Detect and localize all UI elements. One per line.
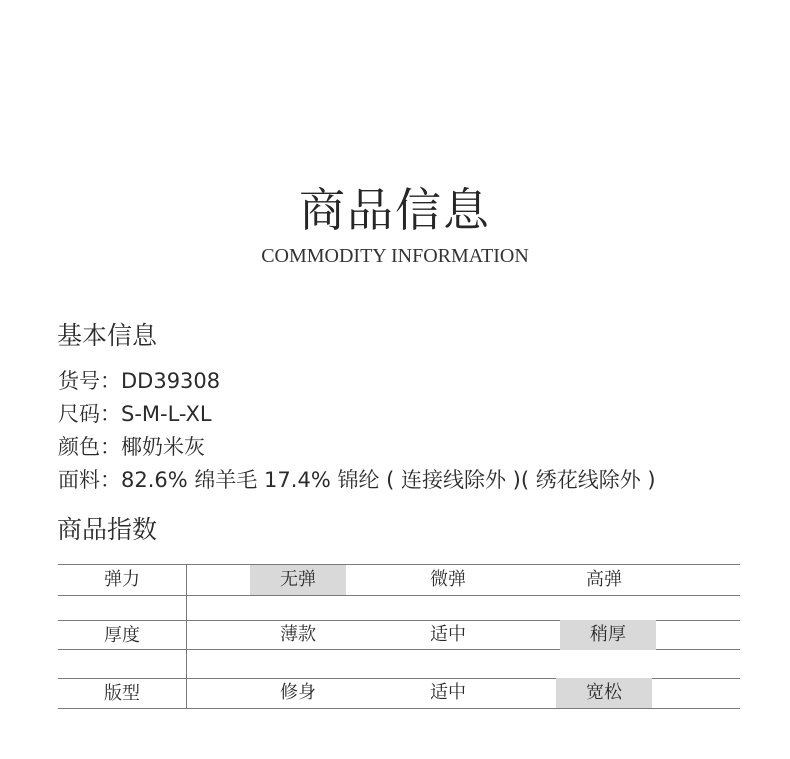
elasticity-option-high: 高弹	[586, 569, 622, 590]
table-rule	[58, 595, 740, 596]
fit-label: 版型	[104, 683, 140, 704]
fabric-line: 面料：82.6% 绵羊毛 17.4% 锦纶 ( 连接线除外 )( 绣花线除外 )	[58, 468, 656, 492]
elasticity-label: 弹力	[104, 569, 140, 590]
fit-option-slim: 修身	[280, 682, 316, 703]
basic-info-heading: 基本信息	[57, 321, 158, 350]
product-index-heading: 商品指数	[57, 515, 158, 544]
color-line: 颜色：椰奶米灰	[58, 435, 205, 459]
item-number-line: 货号：DD39308	[58, 369, 221, 393]
page-title-en: COMMODITY INFORMATION	[261, 245, 529, 267]
thickness-option-medium: 适中	[430, 624, 466, 645]
elasticity-option-none: 无弹	[250, 565, 346, 595]
fit-option-regular: 适中	[430, 682, 466, 703]
size-line: 尺码：S-M-L-XL	[58, 402, 212, 426]
fit-option-loose: 宽松	[556, 678, 652, 708]
thickness-option-thin: 薄款	[280, 624, 316, 645]
page-title-cn: 商品信息	[299, 183, 491, 237]
thickness-label: 厚度	[104, 625, 140, 646]
elasticity-option-slight: 微弹	[430, 569, 466, 590]
thickness-option-thick: 稍厚	[560, 620, 656, 650]
table-divider	[186, 564, 187, 709]
